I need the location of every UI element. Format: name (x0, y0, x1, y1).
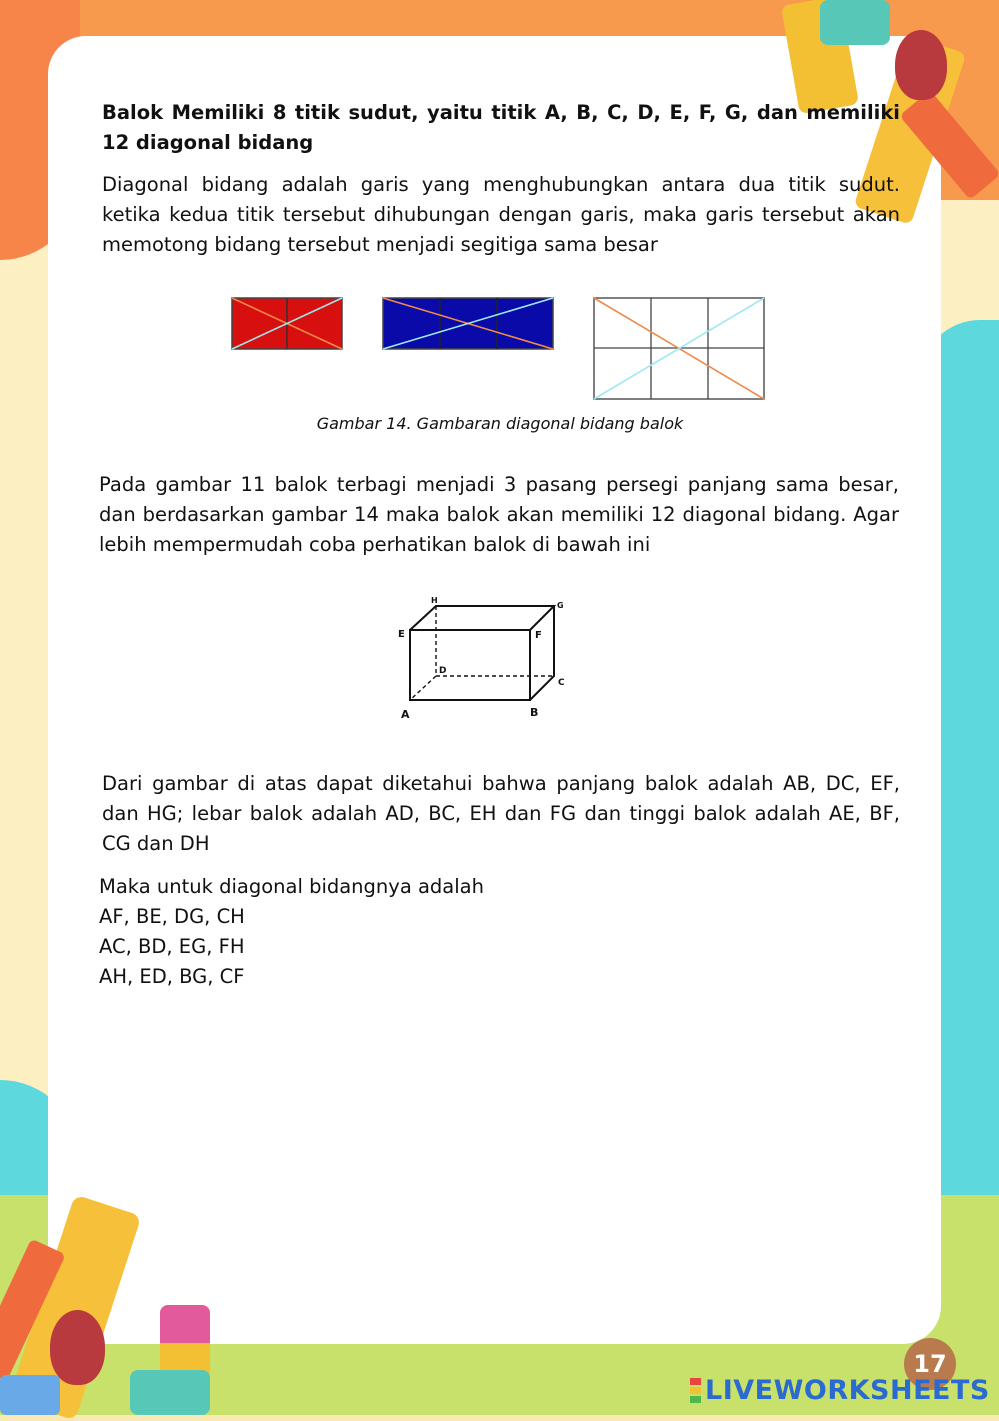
blue-face-diagram (383, 298, 553, 349)
vertex-label-g: G (557, 601, 564, 610)
liveworksheets-logo (690, 1372, 990, 1408)
vertex-label-d: D (439, 666, 447, 676)
diagonal-list (99, 872, 699, 992)
section-heading: Balok Memiliki 8 titik sudut, yaitu titik A, B, C, D, E, F, G, dan memiliki 12 diagonal bidang (102, 101, 900, 154)
crayon-cap-decoration (160, 1305, 210, 1343)
red-face-diagram (232, 298, 342, 349)
blue-crayon-decoration (0, 1375, 60, 1415)
cuboid-figure (392, 592, 572, 722)
vertex-label-f: F (535, 630, 542, 641)
vertex-label-h: H (431, 596, 438, 605)
diagonal-list-intro: Maka untuk diagonal bidangnya adalah (99, 875, 484, 898)
page-number: 17 (904, 1338, 956, 1390)
vertex-label-b: B (530, 706, 539, 719)
grid-face-diagram (594, 298, 764, 399)
diagonal-list-item: AC, BD, EG, FH (99, 935, 245, 958)
vertex-label-e: E (398, 629, 405, 640)
figure-caption: Gambar 14. Gambaran diagonal bidang balok (316, 414, 684, 433)
diagonal-rectangles-figure (228, 292, 768, 404)
vertex-label-c: C (558, 678, 565, 688)
vertex-label-a: A (401, 708, 410, 721)
explanation-paragraph: Pada gambar 11 balok terbagi menjadi 3 pasang persegi panjang sama besar, dan berdasarkan gambar 14 maka balok akan memiliki 12 diagonal bidang. Agar lebih mempermudah coba perhatikan balok di bawah ini (99, 473, 899, 556)
eraser-decoration-bottom (130, 1370, 210, 1415)
paintbrush-decoration-bottom (50, 1310, 105, 1385)
paintbrush-decoration (895, 30, 947, 100)
cuboid-dimensions-paragraph: Dari gambar di atas dapat diketahui bahwa panjang balok adalah AB, DC, EF, dan HG; lebar balok adalah AD, BC, EH dan FG dan tinggi balok adalah AE, BF, CG dan DH (102, 772, 900, 855)
diagonal-list-item: AF, BE, DG, CH (99, 905, 245, 928)
liveworksheets-text: LIVEWORKSHEETS (705, 1374, 990, 1406)
definition-paragraph: Diagonal bidang adalah garis yang menghubungkan antara dua titik sudut. ketika kedua titik tersebut dihubungan dengan garis, maka garis tersebut akan memotong bidang tersebut menjadi segitiga sama besar (102, 173, 900, 256)
diagonal-list-item: AH, ED, BG, CF (99, 965, 245, 988)
eraser-decoration (820, 0, 890, 45)
liveworksheets-icon (690, 1377, 701, 1404)
